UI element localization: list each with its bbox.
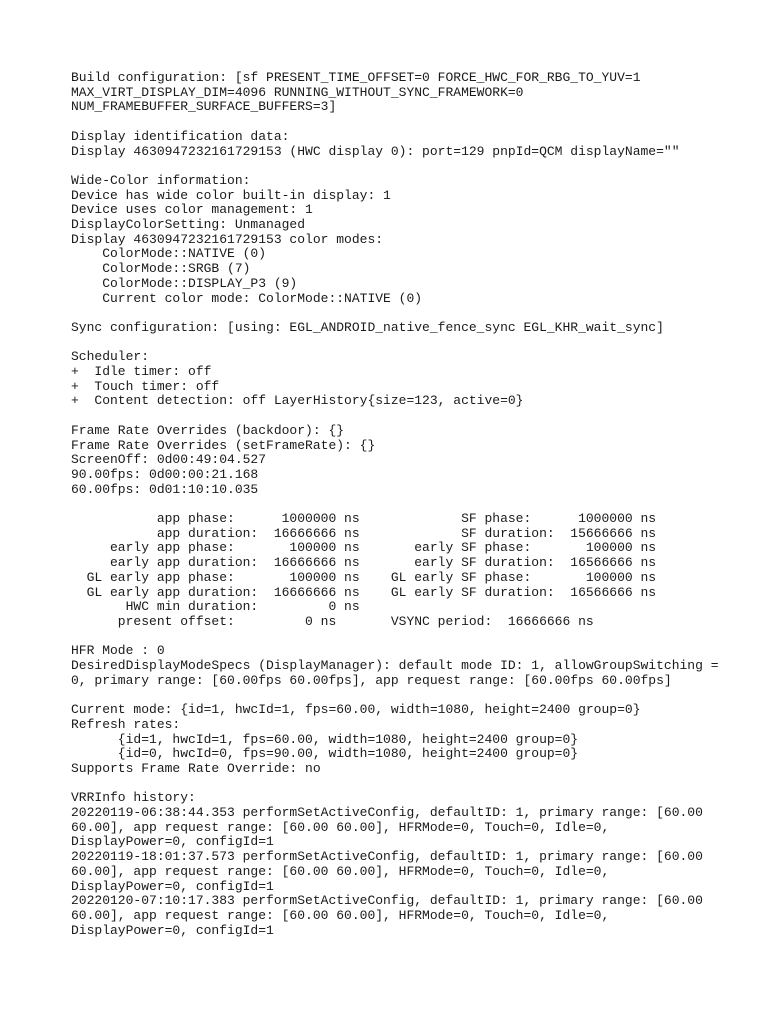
text-line: + Idle timer: off <box>71 364 212 379</box>
text-line <box>71 777 761 792</box>
text-line <box>71 159 761 174</box>
text-line <box>71 497 761 512</box>
text-line: Display identification data: <box>71 128 290 144</box>
text-line: 60.00], app request range: [60.00 60.00], HFRMode=0, Touch=0, Idle=0, <box>71 863 610 879</box>
text-line: VRRInfo history: <box>71 790 196 806</box>
text-line: app phase: 1000000 ns SF phase: 1000000 ns <box>71 511 657 526</box>
text-line: DesiredDisplayModeSpecs (DisplayManager): default mode ID: 1, allowGroupSwitching = <box>71 658 719 674</box>
text-line <box>71 688 761 703</box>
text-line: Sync configuration: [using: EGL_ANDROID_native_fence_sync EGL_KHR_wait_sync] <box>71 319 664 335</box>
text-line: ColorMode::DISPLAY_P3 (9) <box>71 275 298 291</box>
text-line: GL early app phase: 100000 ns GL early SF phase: 100000 ns <box>71 569 657 585</box>
text-line: {id=0, hwcId=0, fps=90.00, width=1080, height=2400 group=0} <box>71 746 579 762</box>
text-line: 60.00], app request range: [60.00 60.00], HFRMode=0, Touch=0, Idle=0, <box>71 907 610 923</box>
text-line: 60.00], app request range: [60.00 60.00], HFRMode=0, Touch=0, Idle=0, <box>71 819 610 835</box>
text-line: ScreenOff: 0d00:49:04.527 <box>71 452 267 468</box>
text-line: Wide-Color information: <box>71 172 251 188</box>
text-line: Frame Rate Overrides (backdoor): {} <box>71 422 345 438</box>
text-line: HWC min duration: 0 ns <box>71 599 360 615</box>
text-line <box>71 115 761 130</box>
text-line: Scheduler: <box>71 349 150 365</box>
text-line: {id=1, hwcId=1, fps=60.00, width=1080, height=2400 group=0} <box>71 731 579 747</box>
text-line <box>71 409 761 424</box>
text-line: DisplayPower=0, configId=1 <box>71 922 274 938</box>
text-line: GL early app duration: 16666666 ns GL early SF duration: 16566666 ns <box>71 584 657 600</box>
text-line: early app duration: 16666666 ns early SF duration: 16566666 ns <box>71 555 657 571</box>
text-line <box>71 630 761 645</box>
text-line: Display 4630947232161729153 color modes: <box>71 231 384 247</box>
text-line: HFR Mode : 0 <box>71 643 165 659</box>
text-line: Device uses color management: 1 <box>71 202 313 218</box>
text-line: Current color mode: ColorMode::NATIVE (0) <box>71 290 423 306</box>
text-line: NUM_FRAMEBUFFER_SURFACE_BUFFERS=3] <box>71 99 337 115</box>
text-line: 0, primary range: [60.00fps 60.00fps], app request range: [60.00fps 60.00fps] <box>71 672 672 688</box>
text-line: + Touch timer: off <box>71 378 220 394</box>
text-line <box>71 336 761 351</box>
text-line: ColorMode::SRGB (7) <box>71 261 251 277</box>
text-line: Build configuration: [sf PRESENT_TIME_OFFSET=0 FORCE_HWC_FOR_RBG_TO_YUV=1 <box>71 70 641 85</box>
text-line: Device has wide color built-in display: 1 <box>71 187 391 203</box>
text-line <box>71 306 761 321</box>
text-line: 60.00fps: 0d01:10:10.035 <box>71 481 259 497</box>
text-line: Frame Rate Overrides (setFrameRate): {} <box>71 437 376 453</box>
text-line: Display 4630947232161729153 (HWC display 0): port=129 pnpId=QCM displayName="" <box>71 143 680 159</box>
text-line: DisplayPower=0, configId=1 <box>71 834 274 850</box>
text-line: MAX_VIRT_DISPLAY_DIM=4096 RUNNING_WITHOUT_SYNC_FRAMEWORK=0 <box>71 84 524 100</box>
text-line: early app phase: 100000 ns early SF phase: 100000 ns <box>71 540 657 556</box>
text-line: Refresh rates: <box>71 716 181 732</box>
text-line: 20220119-06:38:44.353 performSetActiveConfig, defaultID: 1, primary range: [60.00 <box>71 805 703 821</box>
text-line: present offset: 0 ns VSYNC period: 16666666 ns <box>71 613 594 629</box>
text-line: + Content detection: off LayerHistory{size=123, active=0} <box>71 393 524 409</box>
text-line: 20220119-18:01:37.573 performSetActiveConfig, defaultID: 1, primary range: [60.00 <box>71 849 703 865</box>
text-line: DisplayPower=0, configId=1 <box>71 878 274 894</box>
text-line: Current mode: {id=1, hwcId=1, fps=60.00, width=1080, height=2400 group=0} <box>71 702 641 718</box>
text-line: 20220120-07:10:17.383 performSetActiveConfig, defaultID: 1, primary range: [60.00 <box>71 893 703 909</box>
dumpsys-output-text <box>71 71 761 938</box>
text-line: ColorMode::NATIVE (0) <box>71 246 267 262</box>
text-line: Supports Frame Rate Override: no <box>71 760 321 776</box>
text-line: DisplayColorSetting: Unmanaged <box>71 217 306 232</box>
text-line: app duration: 16666666 ns SF duration: 15666666 ns <box>71 525 657 541</box>
text-line: 90.00fps: 0d00:00:21.168 <box>71 466 259 482</box>
